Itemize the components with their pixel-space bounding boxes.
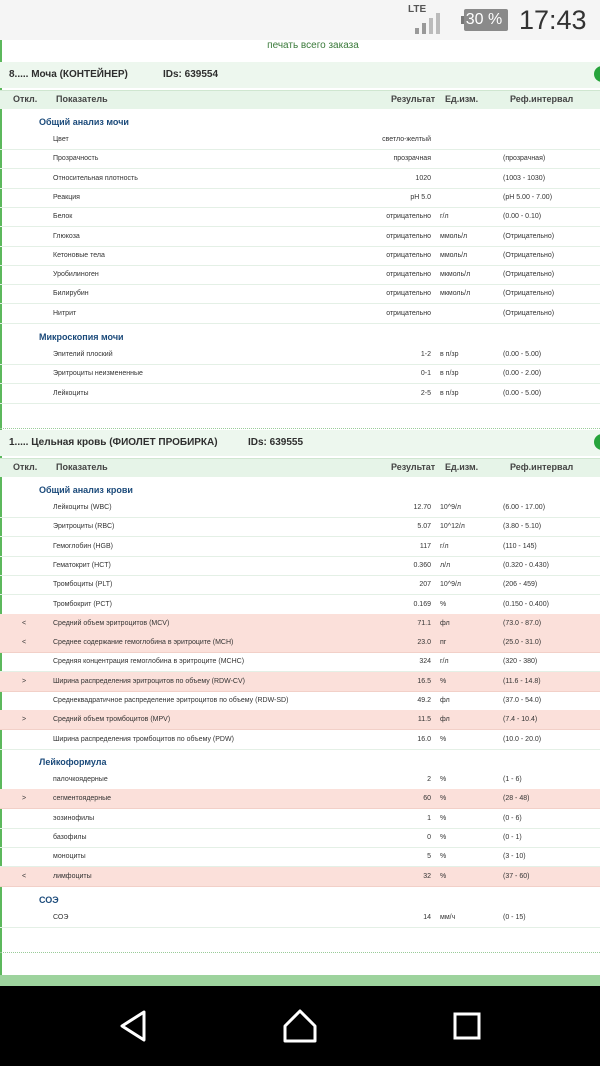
table-row xyxy=(0,828,600,848)
col-name: Показатель xyxy=(56,94,108,104)
section-title: 1..... Цельная кровь (ФИОЛЕТ ПРОБИРКА) xyxy=(9,437,218,448)
table-row xyxy=(0,672,600,692)
section-title: 8..... Моча (КОНТЕЙНЕР) xyxy=(9,69,128,80)
row-unit: в п/зр xyxy=(440,351,459,358)
row-result: 0.169 xyxy=(413,600,431,608)
row-name: Ширина распределения тромбоцитов по объему (PDW) xyxy=(53,735,234,743)
table-row xyxy=(0,304,600,324)
table-row xyxy=(0,770,600,790)
row-ref: (206 - 459) xyxy=(503,581,538,589)
row-unit: % xyxy=(440,814,447,822)
status-badge-icon xyxy=(594,66,600,82)
row-ref: (1003 - 1030) xyxy=(503,174,546,182)
table-row xyxy=(0,691,600,711)
row-result: отрицательно xyxy=(386,309,431,317)
back-icon[interactable] xyxy=(114,1006,154,1046)
col-unit: Ед.изм. xyxy=(445,94,479,104)
row-unit: в п/зр xyxy=(440,370,459,378)
row-result: 324 xyxy=(419,658,431,666)
table-row xyxy=(0,364,600,384)
battery-level: 30 % xyxy=(465,11,503,28)
row-name: СОЭ xyxy=(53,914,69,921)
table-row xyxy=(0,227,600,247)
recents-icon[interactable] xyxy=(447,1006,487,1046)
row-ref: (0.00 - 5.00) xyxy=(503,351,542,358)
status-bar xyxy=(0,0,600,40)
network-type: LTE xyxy=(408,4,427,15)
table-row xyxy=(0,265,600,285)
order-results xyxy=(0,40,600,986)
row-result: 1 xyxy=(427,814,431,822)
row-flag: < xyxy=(22,872,27,880)
row-result: 0.360 xyxy=(413,561,431,569)
print-order-link[interactable]: печать всего заказа xyxy=(267,40,359,51)
row-ref: (37 - 60) xyxy=(503,872,530,880)
row-ref: (0 - 1) xyxy=(503,833,522,841)
table-row xyxy=(0,847,600,867)
row-result: 207 xyxy=(419,581,431,589)
row-unit: мкмоль/л xyxy=(440,290,471,298)
row-ref: (0 - 6) xyxy=(503,814,522,822)
row-flag: > xyxy=(22,677,27,685)
row-result: 16.0 xyxy=(417,735,431,743)
row-name: Гемоглобин (HGB) xyxy=(53,542,113,550)
col-flag: Откл. xyxy=(13,462,38,472)
group-title: Микроскопия мочи xyxy=(39,332,124,342)
row-result: 49.2 xyxy=(417,697,431,704)
row-unit: фл xyxy=(440,619,450,627)
row-ref: (0 - 15) xyxy=(503,914,526,921)
row-name: моноциты xyxy=(53,853,86,861)
row-ref: (37.0 - 54.0) xyxy=(503,697,542,704)
signal-icon xyxy=(413,12,443,34)
row-result: 60 xyxy=(423,795,431,803)
row-result: 0 xyxy=(427,833,431,841)
row-unit: % xyxy=(440,677,447,685)
row-ref: (6.00 - 17.00) xyxy=(503,504,546,511)
row-ref: (0.00 - 0.10) xyxy=(503,213,542,221)
row-result: 1-2 xyxy=(420,351,431,358)
row-result: 12.70 xyxy=(413,504,431,511)
row-unit: 10^9/л xyxy=(440,581,461,589)
row-result: отрицательно xyxy=(386,232,431,240)
table-row xyxy=(0,633,600,653)
row-result: pH 5.0 xyxy=(410,193,431,201)
column-header xyxy=(0,458,600,477)
row-name: Эпителий плоский xyxy=(53,351,113,358)
row-result: 2 xyxy=(427,776,431,783)
table-row xyxy=(0,652,600,672)
col-ref: Реф.интервал xyxy=(510,94,574,104)
row-name: Цвет xyxy=(53,136,69,143)
column-header xyxy=(0,90,600,109)
row-flag: < xyxy=(22,619,27,627)
row-name: эозинофилы xyxy=(53,814,95,822)
group-title: Общий анализ крови xyxy=(39,485,133,495)
row-ref: (28 - 48) xyxy=(503,795,530,803)
row-ref: (прозрачная) xyxy=(503,155,546,163)
next-section-strip xyxy=(0,975,600,986)
row-name: Нитрит xyxy=(53,309,77,317)
row-unit: % xyxy=(440,735,447,743)
table-row xyxy=(0,517,600,537)
table-row xyxy=(0,345,600,365)
table-row xyxy=(0,207,600,227)
row-result: отрицательно xyxy=(386,213,431,221)
row-unit: г/л xyxy=(440,542,449,550)
row-name: Эритроциты неизмененные xyxy=(53,370,143,378)
row-result: отрицательно xyxy=(386,271,431,279)
row-ref: (10.0 - 20.0) xyxy=(503,735,542,743)
group-title: СОЭ xyxy=(39,895,59,905)
row-unit: % xyxy=(440,833,447,841)
table-row xyxy=(0,614,600,634)
row-result: 1020 xyxy=(415,174,431,182)
row-ref: (0.00 - 2.00) xyxy=(503,370,542,378)
row-unit: мм/ч xyxy=(440,914,456,921)
table-row xyxy=(0,867,600,887)
row-name: Среднеквадратичное распределение эритроцитов по объему (RDW-SD) xyxy=(53,697,289,704)
col-flag: Откл. xyxy=(13,94,38,104)
table-row xyxy=(0,284,600,304)
table-row xyxy=(0,595,600,615)
nav-bar xyxy=(0,986,600,1066)
row-unit: фл xyxy=(440,697,450,704)
row-result: 16.5 xyxy=(417,677,431,685)
row-name: Тромбокрит (PCT) xyxy=(53,600,112,608)
table-row xyxy=(0,498,600,518)
row-name: Средний объем эритроцитов (MCV) xyxy=(53,619,170,627)
row-ref: (7.4 - 10.4) xyxy=(503,716,538,724)
col-result: Результат xyxy=(391,94,436,104)
row-result: отрицательно xyxy=(386,290,431,298)
row-unit: % xyxy=(440,600,447,608)
group-title: Лейкоформула xyxy=(39,757,107,767)
row-name: палочкоядерные xyxy=(53,776,108,783)
row-result: светло-желтый xyxy=(382,136,431,143)
row-unit: % xyxy=(440,872,447,880)
row-name: Прозрачность xyxy=(53,155,99,163)
row-name: Кетоновые тела xyxy=(53,251,105,259)
col-unit: Ед.изм. xyxy=(445,462,479,472)
row-name: Лейкоциты xyxy=(53,389,89,397)
col-ref: Реф.интервал xyxy=(510,462,574,472)
row-ref: (320 - 380) xyxy=(503,658,538,666)
row-name: Билирубин xyxy=(53,290,89,298)
row-unit: % xyxy=(440,776,447,783)
home-icon[interactable] xyxy=(280,1006,320,1046)
row-name: базофилы xyxy=(53,833,87,841)
table-row xyxy=(0,169,600,189)
row-unit: % xyxy=(440,853,447,861)
table-row xyxy=(0,246,600,266)
row-name: сегментоядерные xyxy=(53,795,111,803)
row-unit: мкмоль/л xyxy=(440,271,471,279)
row-ref: (3.80 - 5.10) xyxy=(503,523,542,531)
row-flag: > xyxy=(22,795,27,803)
row-result: 14 xyxy=(423,914,431,921)
row-unit: в п/зр xyxy=(440,389,459,397)
row-result: отрицательно xyxy=(386,251,431,259)
col-name: Показатель xyxy=(56,462,108,472)
row-name: Эритроциты (RBC) xyxy=(53,523,115,531)
row-name: Тромбоциты (PLT) xyxy=(53,581,113,589)
row-unit: 10^9/л xyxy=(440,504,461,511)
row-name: Средний объем тромбоцитов (MPV) xyxy=(53,716,171,724)
table-row xyxy=(0,556,600,576)
row-result: 2-5 xyxy=(420,389,431,397)
row-result: 117 xyxy=(419,542,431,550)
row-unit: ммоль/л xyxy=(440,232,468,240)
row-name: Среднее содержание гемоглобина в эритроците (MCH) xyxy=(53,639,234,647)
row-flag: > xyxy=(22,716,27,724)
row-ref: (0.150 - 0.400) xyxy=(503,600,549,608)
section-divider xyxy=(0,428,600,429)
row-result: 5.07 xyxy=(417,523,431,531)
row-ref: (3 - 10) xyxy=(503,853,526,861)
row-unit: г/л xyxy=(440,658,449,666)
row-ref: (0.00 - 5.00) xyxy=(503,389,542,397)
row-unit: 10^12/л xyxy=(440,523,465,531)
table-row xyxy=(0,188,600,208)
row-name: Ширина распределения эритроцитов по объему (RDW-CV) xyxy=(53,677,245,685)
status-badge-icon xyxy=(594,434,600,450)
row-ref: (Отрицательно) xyxy=(503,309,555,317)
row-result: 23.0 xyxy=(417,639,431,647)
section-header[interactable] xyxy=(0,430,600,456)
row-result: 5 xyxy=(427,853,431,861)
row-ref: (110 - 145) xyxy=(503,542,537,550)
row-name: Уробилиноген xyxy=(53,271,99,279)
row-name: Реакция xyxy=(53,193,80,201)
section-divider xyxy=(0,952,600,953)
section-header[interactable] xyxy=(0,62,600,88)
row-name: Лейкоциты (WBC) xyxy=(53,504,112,511)
row-unit: г/л xyxy=(440,213,449,221)
row-unit: фл xyxy=(440,716,450,724)
row-name: Глюкоза xyxy=(53,232,80,240)
section-ids: IDs: 639555 xyxy=(248,437,304,448)
row-name: Белок xyxy=(53,213,73,221)
group-title: Общий анализ мочи xyxy=(39,117,129,127)
table-row xyxy=(0,384,600,404)
table-row xyxy=(0,575,600,595)
table-row xyxy=(0,710,600,730)
table-row xyxy=(0,730,600,750)
row-name: Гематокрит (HCT) xyxy=(53,561,111,569)
row-result: 0-1 xyxy=(420,370,431,378)
row-unit: ммоль/л xyxy=(440,251,468,259)
row-unit: л/л xyxy=(440,561,451,569)
row-unit: пг xyxy=(440,639,447,647)
row-name: лимфоциты xyxy=(53,872,92,880)
row-ref: (Отрицательно) xyxy=(503,271,555,279)
table-row xyxy=(0,130,600,150)
row-result: прозрачная xyxy=(393,155,431,163)
row-ref: (Отрицательно) xyxy=(503,232,555,240)
row-ref: (1 - 6) xyxy=(503,776,522,783)
row-name: Средняя концентрация гемоглобина в эритроците (MCHC) xyxy=(53,658,245,666)
row-ref: (25.0 - 31.0) xyxy=(503,639,542,647)
row-ref: (0.320 - 0.430) xyxy=(503,561,549,569)
row-unit: % xyxy=(440,795,447,803)
table-row xyxy=(0,149,600,169)
row-name: Относительная плотность xyxy=(53,174,138,182)
row-ref: (pH 5.00 - 7.00) xyxy=(503,193,553,201)
row-flag: < xyxy=(22,639,27,647)
row-ref: (Отрицательно) xyxy=(503,251,555,259)
table-row xyxy=(0,908,600,928)
row-result: 11.5 xyxy=(417,716,431,724)
table-row xyxy=(0,537,600,557)
row-ref: (Отрицательно) xyxy=(503,290,555,298)
table-row xyxy=(0,789,600,809)
clock: 17:43 xyxy=(519,5,587,35)
section-ids: IDs: 639554 xyxy=(163,69,219,80)
row-result: 71.1 xyxy=(417,619,431,627)
table-row xyxy=(0,809,600,829)
row-ref: (11.6 - 14.8) xyxy=(503,677,541,685)
col-result: Результат xyxy=(391,462,436,472)
row-ref: (73.0 - 87.0) xyxy=(503,619,542,627)
row-result: 32 xyxy=(423,872,431,880)
